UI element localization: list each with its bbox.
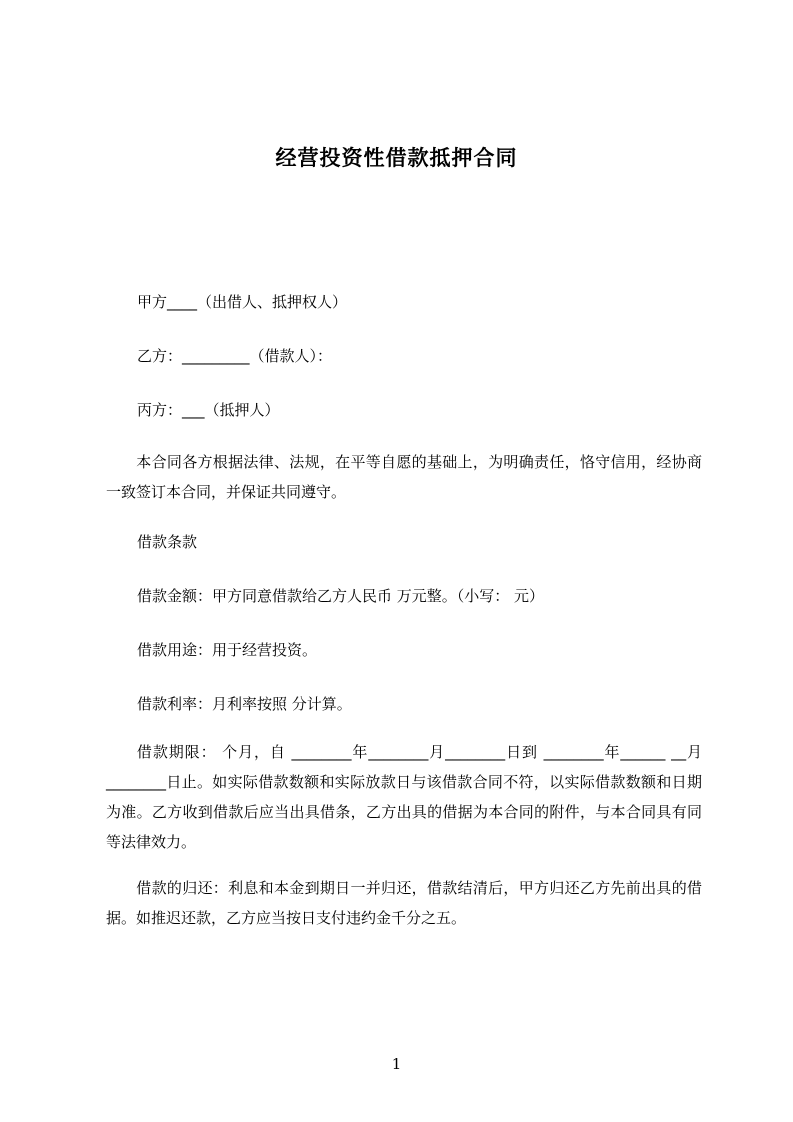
loan-term-text: 借款期限： 个月，自 ________年________月________日到 ________年______ __月________日止。如实际借款数额和实际放款日与该借款合同不符，以实际借款数额和日期为准。乙方收到借款后应当出具借条，乙方出具的借据为本合同的附件，与本合同具有同等法律效力。 (106, 743, 702, 851)
loan-term-paragraph (106, 737, 702, 857)
party-b-line: 乙方：_________（借款人）： (137, 347, 333, 365)
interest-rate-clause: 借款利率：月利率按照 分计算。 (137, 695, 352, 713)
repayment-text: 借款的归还：利息和本金到期日一并归还，借款结清后，甲方归还乙方先前出具的借据。如推迟还款，乙方应当按日支付违约金千分之五。 (106, 879, 702, 927)
preamble-paragraph (106, 447, 702, 507)
repayment-paragraph (106, 873, 702, 933)
page-number: 1 (391, 1055, 402, 1073)
loan-purpose-clause: 借款用途：用于经营投资。 (137, 641, 318, 659)
preamble-text: 本合同各方根据法律、法规，在平等自愿的基础上，为明确责任，恪守信用，经协商一致签订本合同，并保证共同遵守。 (106, 453, 702, 501)
party-c-line: 丙方：___（抵押人） (137, 401, 280, 419)
loan-amount-clause: 借款金额：甲方同意借款给乙方人民币 万元整。（小写： 元） (137, 587, 545, 605)
party-a-line: 甲方____（出借人、抵押权人） (137, 293, 348, 311)
document-title: 经营投资性借款抵押合同 (275, 146, 518, 170)
section-heading: 借款条款 (137, 533, 198, 551)
